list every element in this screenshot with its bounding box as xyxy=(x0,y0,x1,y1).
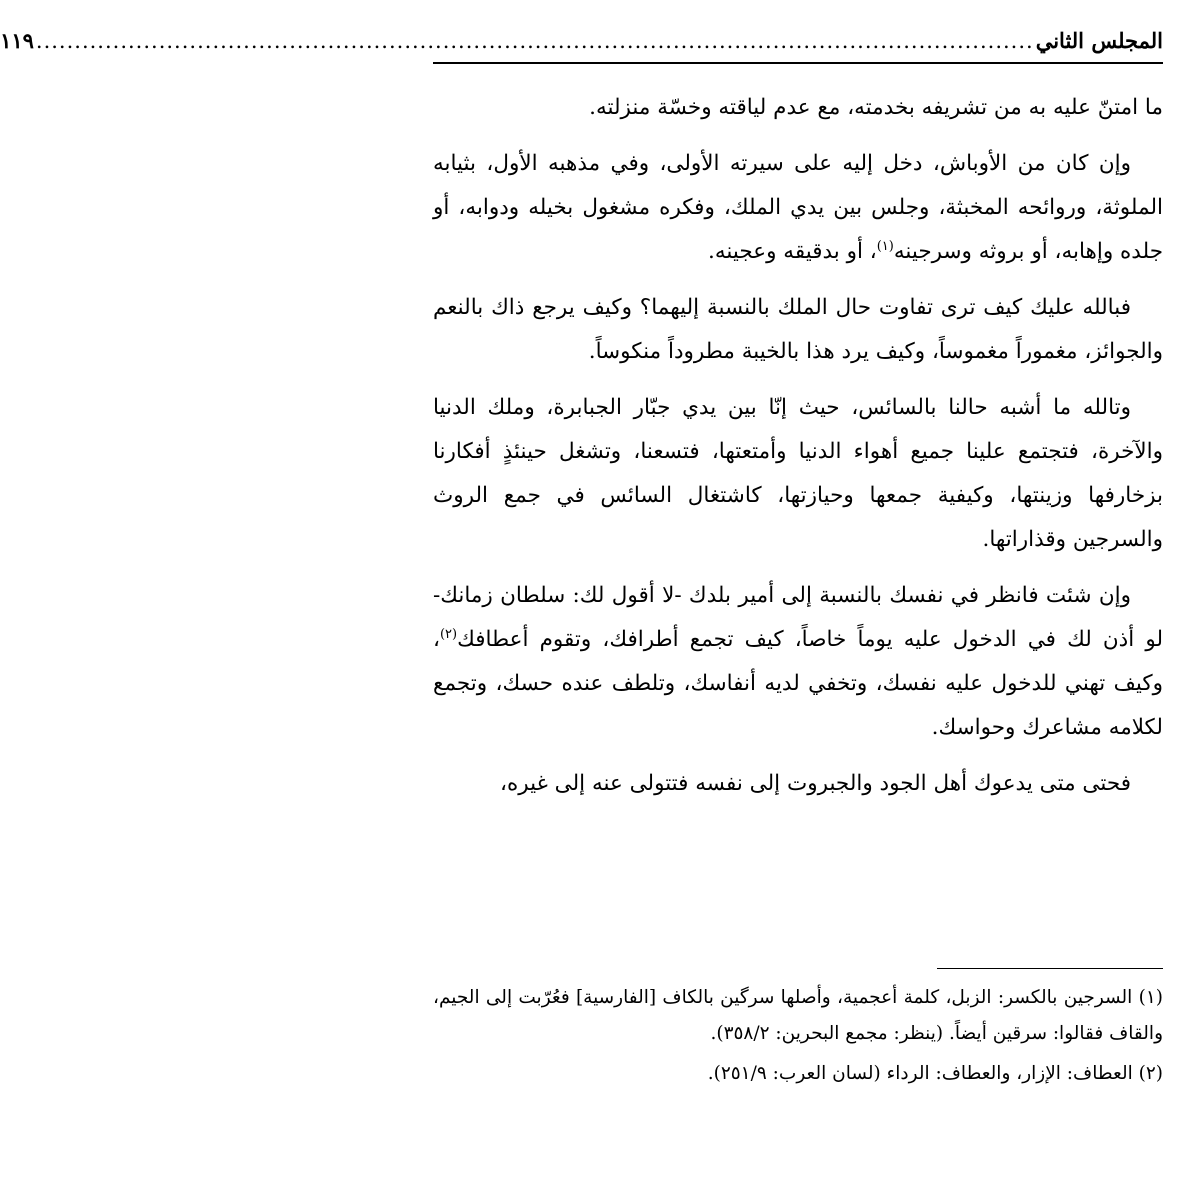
paragraph-2 xyxy=(433,142,1163,274)
paragraph-3 xyxy=(433,286,1163,374)
footnote-separator xyxy=(937,968,1163,969)
paragraph-text: ، وكيف تهني للدخول عليه نفسك، وتخفي لديه أنفاسك، وتلطف عنده حسك، وتجمع لكلامه مشاعرك وحواسك. xyxy=(433,627,1163,740)
footnote-ref-2[interactable]: (٢) xyxy=(439,626,458,642)
running-header xyxy=(0,28,1163,60)
paragraph-text: فحتى متى يدعوك أهل الجود والجبروت إلى نفسه فتتولى عنه إلى غيره، xyxy=(500,771,1131,796)
book-page xyxy=(0,28,1163,1148)
paragraph-4 xyxy=(433,386,1163,562)
chapter-title: المجلس الثاني xyxy=(1035,28,1163,53)
paragraph-1 xyxy=(433,86,1163,130)
paragraph-text: وإن كان من الأوباش، دخل إليه على سيرته الأولى، وفي مذهبه الأول، بثيابه الملوثة، وروائحه المخبثة، وجلس بين يدي الملك، وفكره مشغول بخيله ودوابه، أو جلده وإهابه، أو بروثه وسرجينه xyxy=(433,151,1163,264)
footnotes xyxy=(433,980,1163,1096)
footnote-ref-1[interactable]: (١) xyxy=(876,238,894,254)
paragraph-text: ، أو بدقيقه وعجينه. xyxy=(708,239,877,264)
paragraph-text: فبالله عليك كيف ترى تفاوت حال الملك بالنسبة إليهما؟ وكيف يرجع ذاك بالنعم والجوائز، مغموراً مغموساً، وكيف يرد هذا بالخيبة مطروداً منكوساً. xyxy=(433,295,1163,364)
header-leader-dots: .................................................................................................................................. xyxy=(35,29,1034,53)
header-rule xyxy=(433,62,1163,64)
body-text xyxy=(433,86,1163,806)
paragraph-6 xyxy=(433,762,1163,806)
footnote-1: (١) السرجين بالكسر: الزبل، كلمة أعجمية، وأصلها سرگين بالكاف [الفارسية] فعُرّبت إلى الجيم، والقاف فقالوا: سرقين أيضاً. (ينظر: مجمع البحرين: ٣٥٨/٢). xyxy=(433,987,1163,1044)
footnote-2: (٢) العطاف: الإزار، والعطاف: الرداء (لسان العرب: ٢٥١/٩). xyxy=(707,1063,1163,1084)
paragraph-text: وإن شئت فانظر في نفسك بالنسبة إلى أمير بلدك -لا أقول لك: سلطان زمانك- لو أذن لك في الدخول عليه يوماً خاصاً، كيف تجمع أطرافك، وتقوم أعطافك xyxy=(433,583,1163,652)
paragraph-text: وتالله ما أشبه حالنا بالسائس، حيث إنّا بين يدي جبّار الجبابرة، وملك الدنيا والآخرة، فتجتمع علينا جميع أهواء الدنيا وأمتعتها، فتسعنا، وتشغل حينئذٍ أفكارنا بزخارفها وزينتها، وكيفية جمعها وحيازتها، كاشتغال السائس في جمع الروث والسرجين وقذاراتها. xyxy=(433,395,1163,552)
page-number: ١١٩ xyxy=(0,28,34,53)
paragraph-5 xyxy=(433,574,1163,750)
paragraph-text: ما امتنّ عليه به من تشريفه بخدمته، مع عدم لياقته وخسّة منزلته. xyxy=(589,95,1163,120)
